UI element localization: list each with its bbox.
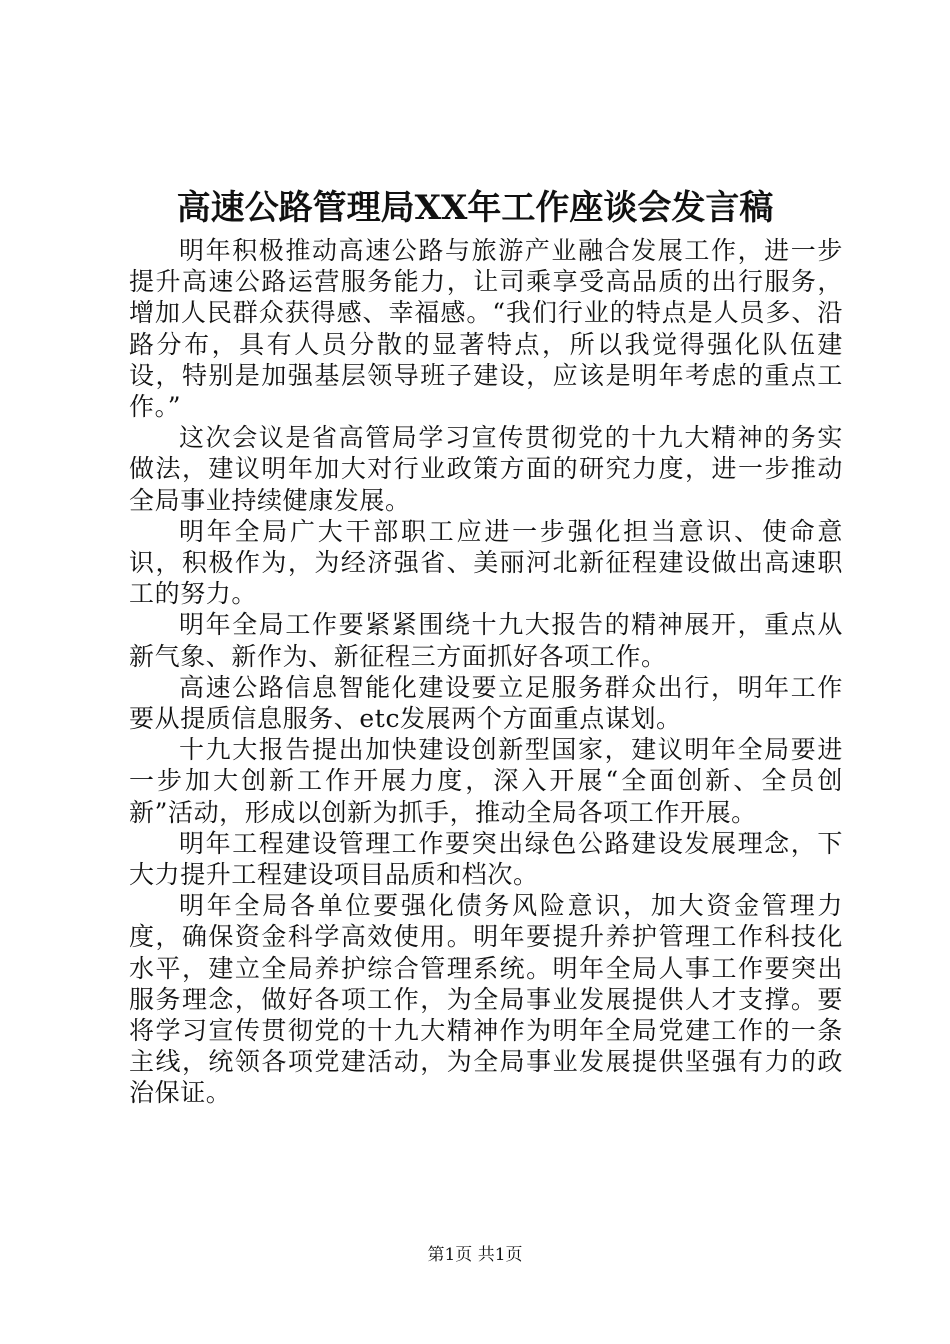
paragraph-1: 明年积极推动高速公路与旅游产业融合发展工作，进一步提升高速公路运营服务能力，让司乘享受高品质的出行服务，增加人民群众获得感、幸福感。“我们行业的特点是人员多、沿路分布，具有人员分散的显著特点，所以我觉得强化队伍建设，特别是加强基层领导班子建设，应该是明年考虑的重点工作。” (129, 236, 843, 422)
paragraph-2: 这次会议是省高管局学习宣传贯彻党的十九大精神的务实做法，建议明年加大对行业政策方面的研究力度，进一步推动全局事业持续健康发展。 (129, 423, 843, 515)
page-footer: 第1页 共1页 (427, 1245, 523, 1265)
document-title: 高速公路管理局XX年工作座谈会发言稿 (176, 188, 774, 228)
document-body (129, 235, 843, 1109)
paragraph-4: 明年全局工作要紧紧围绕十九大报告的精神展开，重点从新气象、新作为、新征程三方面抓好各项工作。 (129, 610, 843, 671)
paragraph-5: 高速公路信息智能化建设要立足服务群众出行，明年工作要从提质信息服务、etc发展两个方面重点谋划。 (129, 672, 843, 734)
paragraph-6: 十九大报告提出加快建设创新型国家，建议明年全局要进一步加大创新工作开展力度，深入开展“全面创新、全员创新”活动，形成以创新为抓手，推动全局各项工作开展。 (129, 735, 843, 827)
paragraph-3: 明年全局广大干部职工应进一步强化担当意识、使命意识，积极作为，为经济强省、美丽河北新征程建设做出高速职工的努力。 (129, 516, 843, 609)
paragraph-8: 明年全局各单位要强化债务风险意识，加大资金管理力度，确保资金科学高效使用。明年要提升养护管理工作科技化水平，建立全局养护综合管理系统。明年全局人事工作要突出服务理念，做好各项工作，为全局事业发展提供人才支撑。要将学习宣传贯彻党的十九大精神作为明年全局党建工作的一条主线，统领各项党建活动，为全局事业发展提供坚强有力的政治保证。 (129, 891, 843, 1108)
paragraph-7: 明年工程建设管理工作要突出绿色公路建设发展理念，下大力提升工程建设项目品质和档次。 (129, 828, 843, 890)
